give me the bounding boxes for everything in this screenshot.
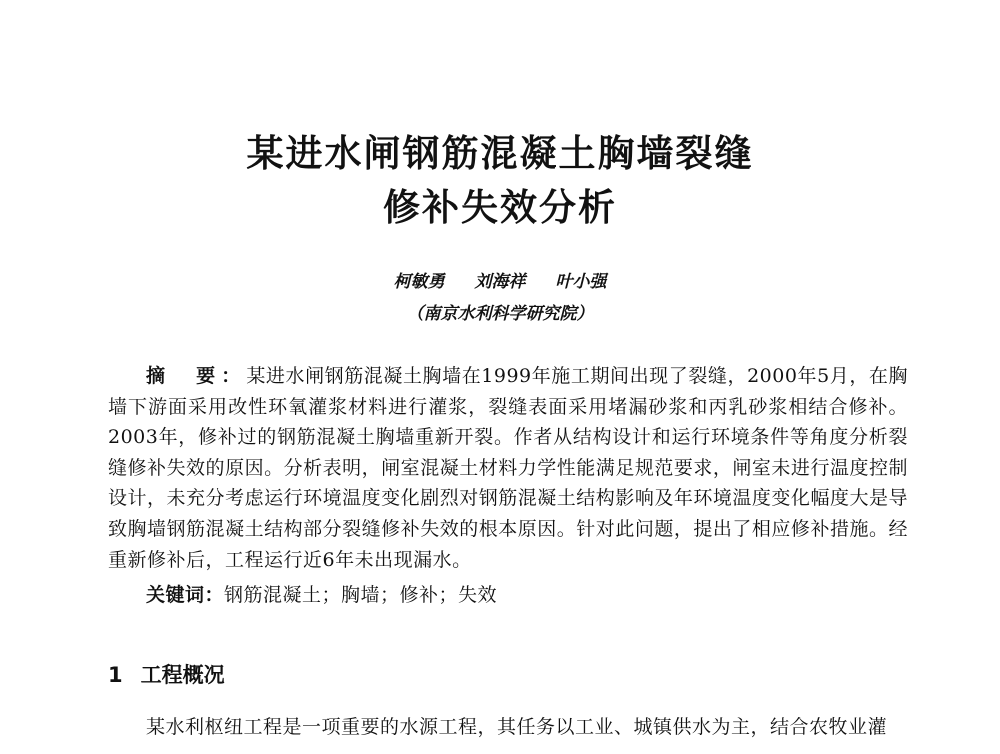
author-affiliation: （南京水利科学研究院） <box>406 304 594 324</box>
section-heading <box>108 660 225 690</box>
keywords-label: 关键词： <box>146 584 225 606</box>
abstract-paragraph <box>108 361 908 575</box>
author-name: 刘海祥 <box>474 272 526 292</box>
author-name: 叶小强 <box>555 272 607 292</box>
section-title: 工程概况 <box>140 663 225 687</box>
paper-title-line-2: 修补失效分析 <box>383 186 617 229</box>
abstract-text: 某进水闸钢筋混凝土胸墙在1999年施工期间出现了裂缝，2000年5月，在胸墙下游面采用改性环氧灌浆材料进行灌浆，裂缝表面采用堵漏砂浆和丙乳砂浆相结合修补。2003年，修补过的钢筋混凝土胸墙重新开裂。作者从结构设计和运行环境条件等角度分析裂缝修补失效的原因。分析表明，闸室混凝土材料力学性能满足规范要求，闸室未进行温度控制设计，未充分考虑运行环境温度变化剧烈对钢筋混凝土结构影响及年环境温度变化幅度大是导致胸墙钢筋混凝土结构部分裂缝修补失效的根本原因。针对此问题，提出了相应修补措施。经重新修补后，工程运行近6年未出现漏水。 <box>108 365 908 571</box>
abstract-label: 摘 要： <box>146 365 247 387</box>
body-paragraph: 某水利枢纽工程是一项重要的水源工程，其任务以工业、城镇供水为主，结合农牧业灌 <box>146 716 888 738</box>
author-list <box>0 270 1000 294</box>
keywords-line <box>146 580 906 610</box>
section-number: 1 <box>108 663 123 687</box>
paper-title-line-1: 某进水闸钢筋混凝土胸墙裂缝 <box>246 132 754 175</box>
author-name: 柯敏勇 <box>393 272 445 292</box>
keywords-text: 钢筋混凝土；胸墙；修补；失效 <box>224 584 498 606</box>
